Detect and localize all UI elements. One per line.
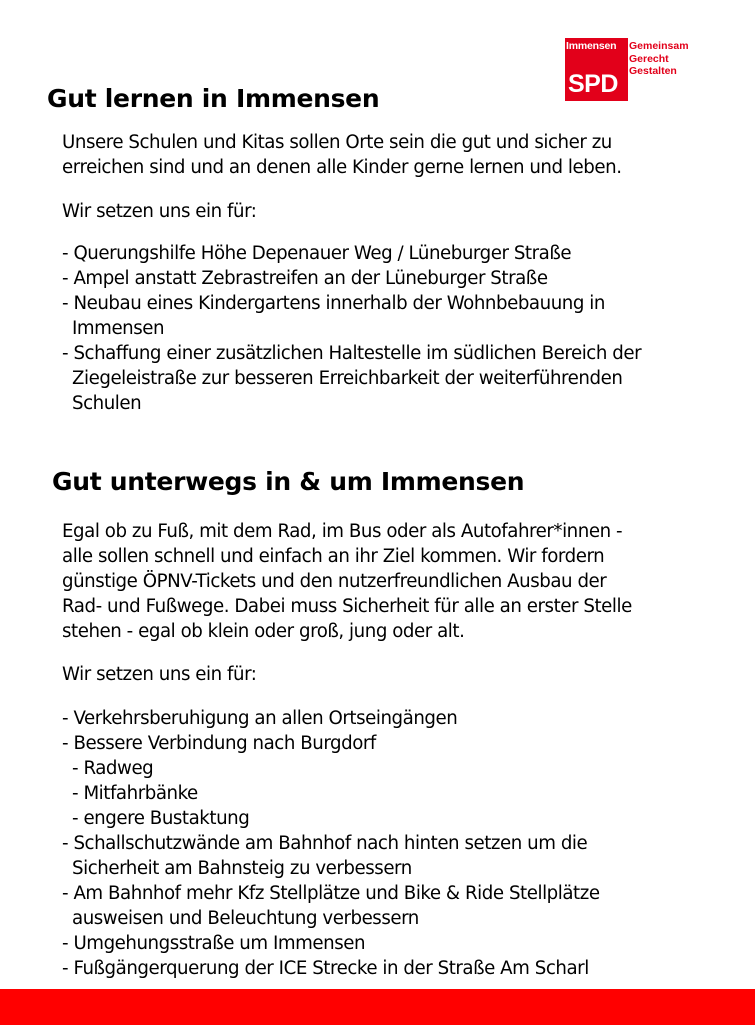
spd-logo xyxy=(565,38,705,102)
list-item-continuation: Schulen xyxy=(72,393,142,414)
list-subitem: - Radweg xyxy=(72,758,154,779)
section-lead-mobility: Wir setzen uns ein für: xyxy=(62,664,257,685)
demands-list-mobility xyxy=(62,706,742,981)
list-item: - Ampel anstatt Zebrastreifen an der Lüneburger Straße xyxy=(62,268,548,289)
intro-line: erreichen sind und an denen alle Kinder gerne lernen und leben. xyxy=(62,157,622,178)
list-subitem: - engere Bustaktung xyxy=(72,808,250,829)
section-intro-learning xyxy=(62,130,722,180)
list-item: - Schallschutzwände am Bahnhof nach hinten setzen um die xyxy=(62,833,588,854)
logo-slogan xyxy=(629,40,689,78)
logo-party-name: SPD xyxy=(568,70,618,98)
list-item: - Umgehungsstraße um Immensen xyxy=(62,933,366,954)
intro-line: stehen - egal ob klein oder groß, jung oder alt. xyxy=(62,621,465,642)
intro-line: Unsere Schulen und Kitas sollen Orte sein die gut und sicher zu xyxy=(62,132,612,153)
section-intro-mobility xyxy=(62,519,722,644)
list-item-continuation: Immensen xyxy=(72,318,165,339)
list-item-continuation: ausweisen und Beleuchtung verbessern xyxy=(72,908,419,929)
list-item: - Am Bahnhof mehr Kfz Stellplätze und Bike & Ride Stellplätze xyxy=(62,883,600,904)
list-item-continuation: Ziegeleistraße zur besseren Erreichbarkeit der weiterführenden xyxy=(72,368,623,389)
list-item-continuation: Sicherheit am Bahnsteig zu verbessern xyxy=(72,858,412,879)
intro-line: günstige ÖPNV-Tickets und den nutzerfreundlichen Ausbau der xyxy=(62,571,607,592)
logo-slogan-line: Gestalten xyxy=(629,65,677,77)
list-subitem: - Mitfahrbänke xyxy=(72,783,198,804)
list-item: - Bessere Verbindung nach Burgdorf xyxy=(62,733,376,754)
intro-line: Egal ob zu Fuß, mit dem Rad, im Bus oder als Autofahrer*innen - xyxy=(62,521,623,542)
list-item: - Schaffung einer zusätzlichen Haltestelle im südlichen Bereich der xyxy=(62,343,642,364)
list-item: - Verkehrsberuhigung an allen Ortseingängen xyxy=(62,708,458,729)
demands-list-learning xyxy=(62,241,742,416)
intro-line: alle sollen schnell und einfach an ihr Ziel kommen. Wir fordern xyxy=(62,546,605,567)
logo-slogan-line: Gerecht xyxy=(629,52,669,65)
list-item: - Neubau eines Kindergartens innerhalb der Wohnbebauung in xyxy=(62,293,605,314)
intro-line: Rad- und Fußwege. Dabei muss Sicherheit für alle an erster Stelle xyxy=(62,596,632,617)
logo-red-box xyxy=(565,38,628,101)
footer-red-bar xyxy=(0,989,755,1025)
list-item: - Querungshilfe Höhe Depenauer Weg / Lüneburger Straße xyxy=(62,243,572,264)
section-lead-learning: Wir setzen uns ein für: xyxy=(62,201,257,222)
list-item: - Fußgängerquerung der ICE Strecke in der Straße Am Scharl xyxy=(62,958,589,979)
section-title-learning: Gut lernen in Immensen xyxy=(47,84,380,113)
logo-slogan-line: Gemeinsam xyxy=(629,40,689,52)
logo-town-name: Immensen xyxy=(566,40,617,52)
section-title-mobility: Gut unterwegs in & um Immensen xyxy=(52,467,525,496)
